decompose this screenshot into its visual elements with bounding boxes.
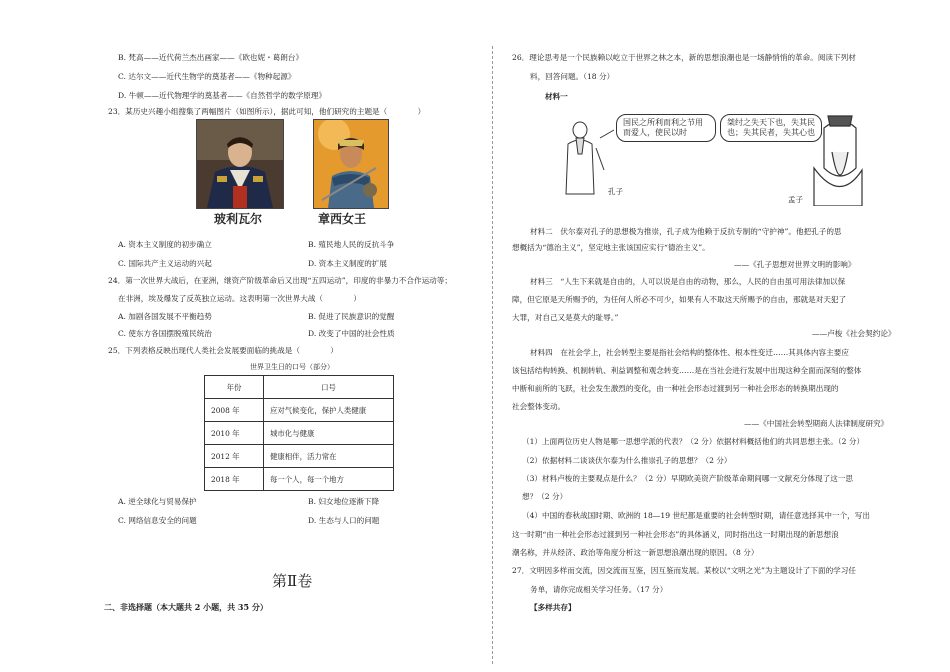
sub-question-1: （1）上面两位历史人物是哪一思想学派的代表？（2 分）依据材料概括他们的共同思想主张。（2 分） (522, 437, 865, 446)
material-4-line2: 该包括结构转换、机制转轨、利益调整和观念转变……是在当社会进行发展中出现这种全面而深刻的整体 (512, 366, 862, 375)
option-c-q23: C. 国际共产主义运动的兴起 (118, 259, 212, 268)
table-title: 世界卫生日的口号（部分） (250, 363, 334, 371)
year-cell: 2010 年 (205, 422, 264, 445)
confucius-label: 孔子 (608, 187, 623, 196)
rani-jhansi-painting (313, 119, 389, 209)
material-2-source: ——《孔子思想对世界文明的影响》 (734, 260, 856, 269)
option-a-q23: A. 资本主义制度的初步确立 (118, 240, 212, 249)
question-25: 25．下列表格反映出现代人类社会发展要面临的挑战是（ ） (108, 346, 338, 355)
table-header-row (205, 376, 394, 399)
option-a-q25: A. 逆全球化与贸易保护 (118, 497, 197, 506)
question-27-tag: 【多样共存】 (530, 603, 576, 612)
material-2-line1: 材料二 伏尔泰对孔子的思想极为推崇，孔子成为他赖于反抗专制的“守护神”。他把孔子的思 (530, 227, 842, 236)
material-1-label: 材料一 (545, 92, 568, 101)
option-d-q22: D. 牛顿——近代物理学的奠基者——《自然哲学的数学原理》 (118, 91, 327, 100)
option-c-q25: C. 网络信息安全的问题 (118, 516, 197, 525)
material-4-line3: 中断和前所的飞跃，社会发生激烈的变化，由一种社会形态过渡到另一种社会形态的转换期出现的 (512, 384, 839, 393)
header-year: 年份 (205, 376, 264, 399)
question-26-line1: 26．理论思考是一个民族赖以屹立于世界之林之本，新的思想浪潮也是一场静悄悄的革命。阅读下列材 (512, 53, 856, 62)
bolivar-portrait (196, 119, 284, 209)
slogan-cell: 每一个人，每一个地方 (264, 468, 394, 491)
sub-question-4-line1: （4）中国的春秋战国时期、欧洲的 18—19 世纪都是重要的社会转型时期，请任意选择其中一个，写出 (522, 511, 870, 520)
sub-question-2: （2）依据材料二谈谈伏尔泰为什么推崇孔子的思想？（2 分） (522, 456, 732, 465)
slogan-cell: 健康相伴，活力常在 (264, 445, 394, 468)
question-24-line2: 在非洲，埃及爆发了反英独立运动。这表明第一次世界大战（ ） (118, 294, 361, 303)
volume-title: 第Ⅱ卷 (272, 572, 313, 590)
option-c-q22: C. 达尔文——近代生物学的奠基者——《物种起源》 (118, 72, 296, 81)
option-a-q24: A. 加剧各国发展不平衡趋势 (118, 312, 212, 321)
header-slogan: 口号 (264, 376, 394, 399)
option-b-q24: B. 促进了民族意识的觉醒 (308, 312, 395, 321)
material-4-line1: 材料四 在社会学上，社会转型主要是指社会结构的整体性、根本性变迁……其具体内容主要应 (530, 348, 849, 357)
material-2-line2: 想概括为“德治主义”，坚定地主张该国应实行“德治主义”。 (512, 243, 710, 252)
material-3-source: ——卢梭《社会契约论》 (812, 329, 896, 338)
option-b-q22: B. 梵高——近代荷兰杰出画家——《欧也妮・葛朗台》 (118, 53, 304, 62)
slogan-cell: 城市化与健康 (264, 422, 394, 445)
table-row (205, 468, 394, 491)
caption-bolivar: 玻利瓦尔 (214, 212, 263, 226)
slogan-cell: 应对气候变化，保护人类健康 (264, 399, 394, 422)
question-24-line1: 24．第一次世界大战后，在亚洲，继资产阶级革命后又出现“五四运动”，印度的非暴力不合作运动等； (108, 276, 452, 285)
material-4-source: ——《中国社会转型期商人法律制度研究》 (744, 419, 889, 428)
option-d-q25: D. 生态与人口的问题 (308, 516, 380, 525)
option-d-q23: D. 资本主义制度的扩展 (308, 259, 387, 268)
mencius-speech-bubble: 桀纣之失天下也，失其民也；失其民者，失其心也 (720, 114, 822, 142)
slogan-table (204, 375, 394, 491)
year-cell: 2008 年 (205, 399, 264, 422)
sub-question-3-line1: （3）材料卢梭的主要观点是什么？（2 分）早期欧美资产阶级革命期间哪一文献充分体现了这一思 (522, 474, 854, 483)
table-row (205, 445, 394, 468)
option-c-q24: C. 使东方各国摆脱殖民统治 (118, 329, 212, 338)
mencius-label: 孟子 (788, 195, 803, 204)
sub-question-4-line2: 这一时期“由一种社会形态过渡到另一种社会形态”的具体涵义，同时指出这一时期出现的新思想浪 (512, 530, 839, 539)
option-b-q23: B. 殖民地人民的反抗斗争 (308, 240, 395, 249)
question-23: 23．某历史兴趣小组搜集了两幅图片（如图所示），据此可知，他们研究的主题是（ ） (108, 107, 426, 116)
question-27-line2: 务单，请你完成相关学习任务。（17 分） (530, 585, 668, 594)
material-3-line2: 障，但它原是天所赐予的，为任何人所必不可少，如果有人不取这天所赐予的自由，那就是对天犯了 (512, 295, 847, 304)
option-b-q25: B. 妇女地位逐渐下降 (308, 497, 380, 506)
sub-question-3-line2: 想？（2 分） (522, 492, 568, 501)
question-27-line1: 27．文明因多样而交流，因交流而互鉴，因互鉴而发展。某校以“文明之光”为主题设计了下面的学习任 (512, 566, 856, 575)
section-heading: 二、非选择题（本大题共 2 小题，共 35 分） (104, 602, 268, 612)
year-cell: 2012 年 (205, 445, 264, 468)
option-d-q24: D. 改变了中国的社会性质 (308, 329, 395, 338)
material-3-line3: 大罪，对自己又是莫大的耻辱。” (512, 313, 619, 322)
question-26-line2: 料，回答问题。（18 分） (530, 72, 615, 81)
confucius-mencius-cartoon (556, 108, 866, 206)
material-4-line4: 社会整体变动。 (512, 402, 566, 411)
table-row (205, 399, 394, 422)
caption-rani: 章西女王 (318, 212, 367, 226)
material-3-line1: 材料三 “人生下来就是自由的，人可以说是自由的动物，那么，人民的自由虽可用法律加以保 (530, 277, 846, 286)
confucius-speech-bubble: 国民之所利而利之节用而爱人，使民以时 (616, 114, 716, 142)
sub-question-4-line3: 潮名称，并从经济、政治等角度分析这一新思想浪潮出现的原因。（8 分） (512, 548, 759, 557)
year-cell: 2018 年 (205, 468, 264, 491)
column-divider (492, 46, 493, 664)
table-row (205, 422, 394, 445)
